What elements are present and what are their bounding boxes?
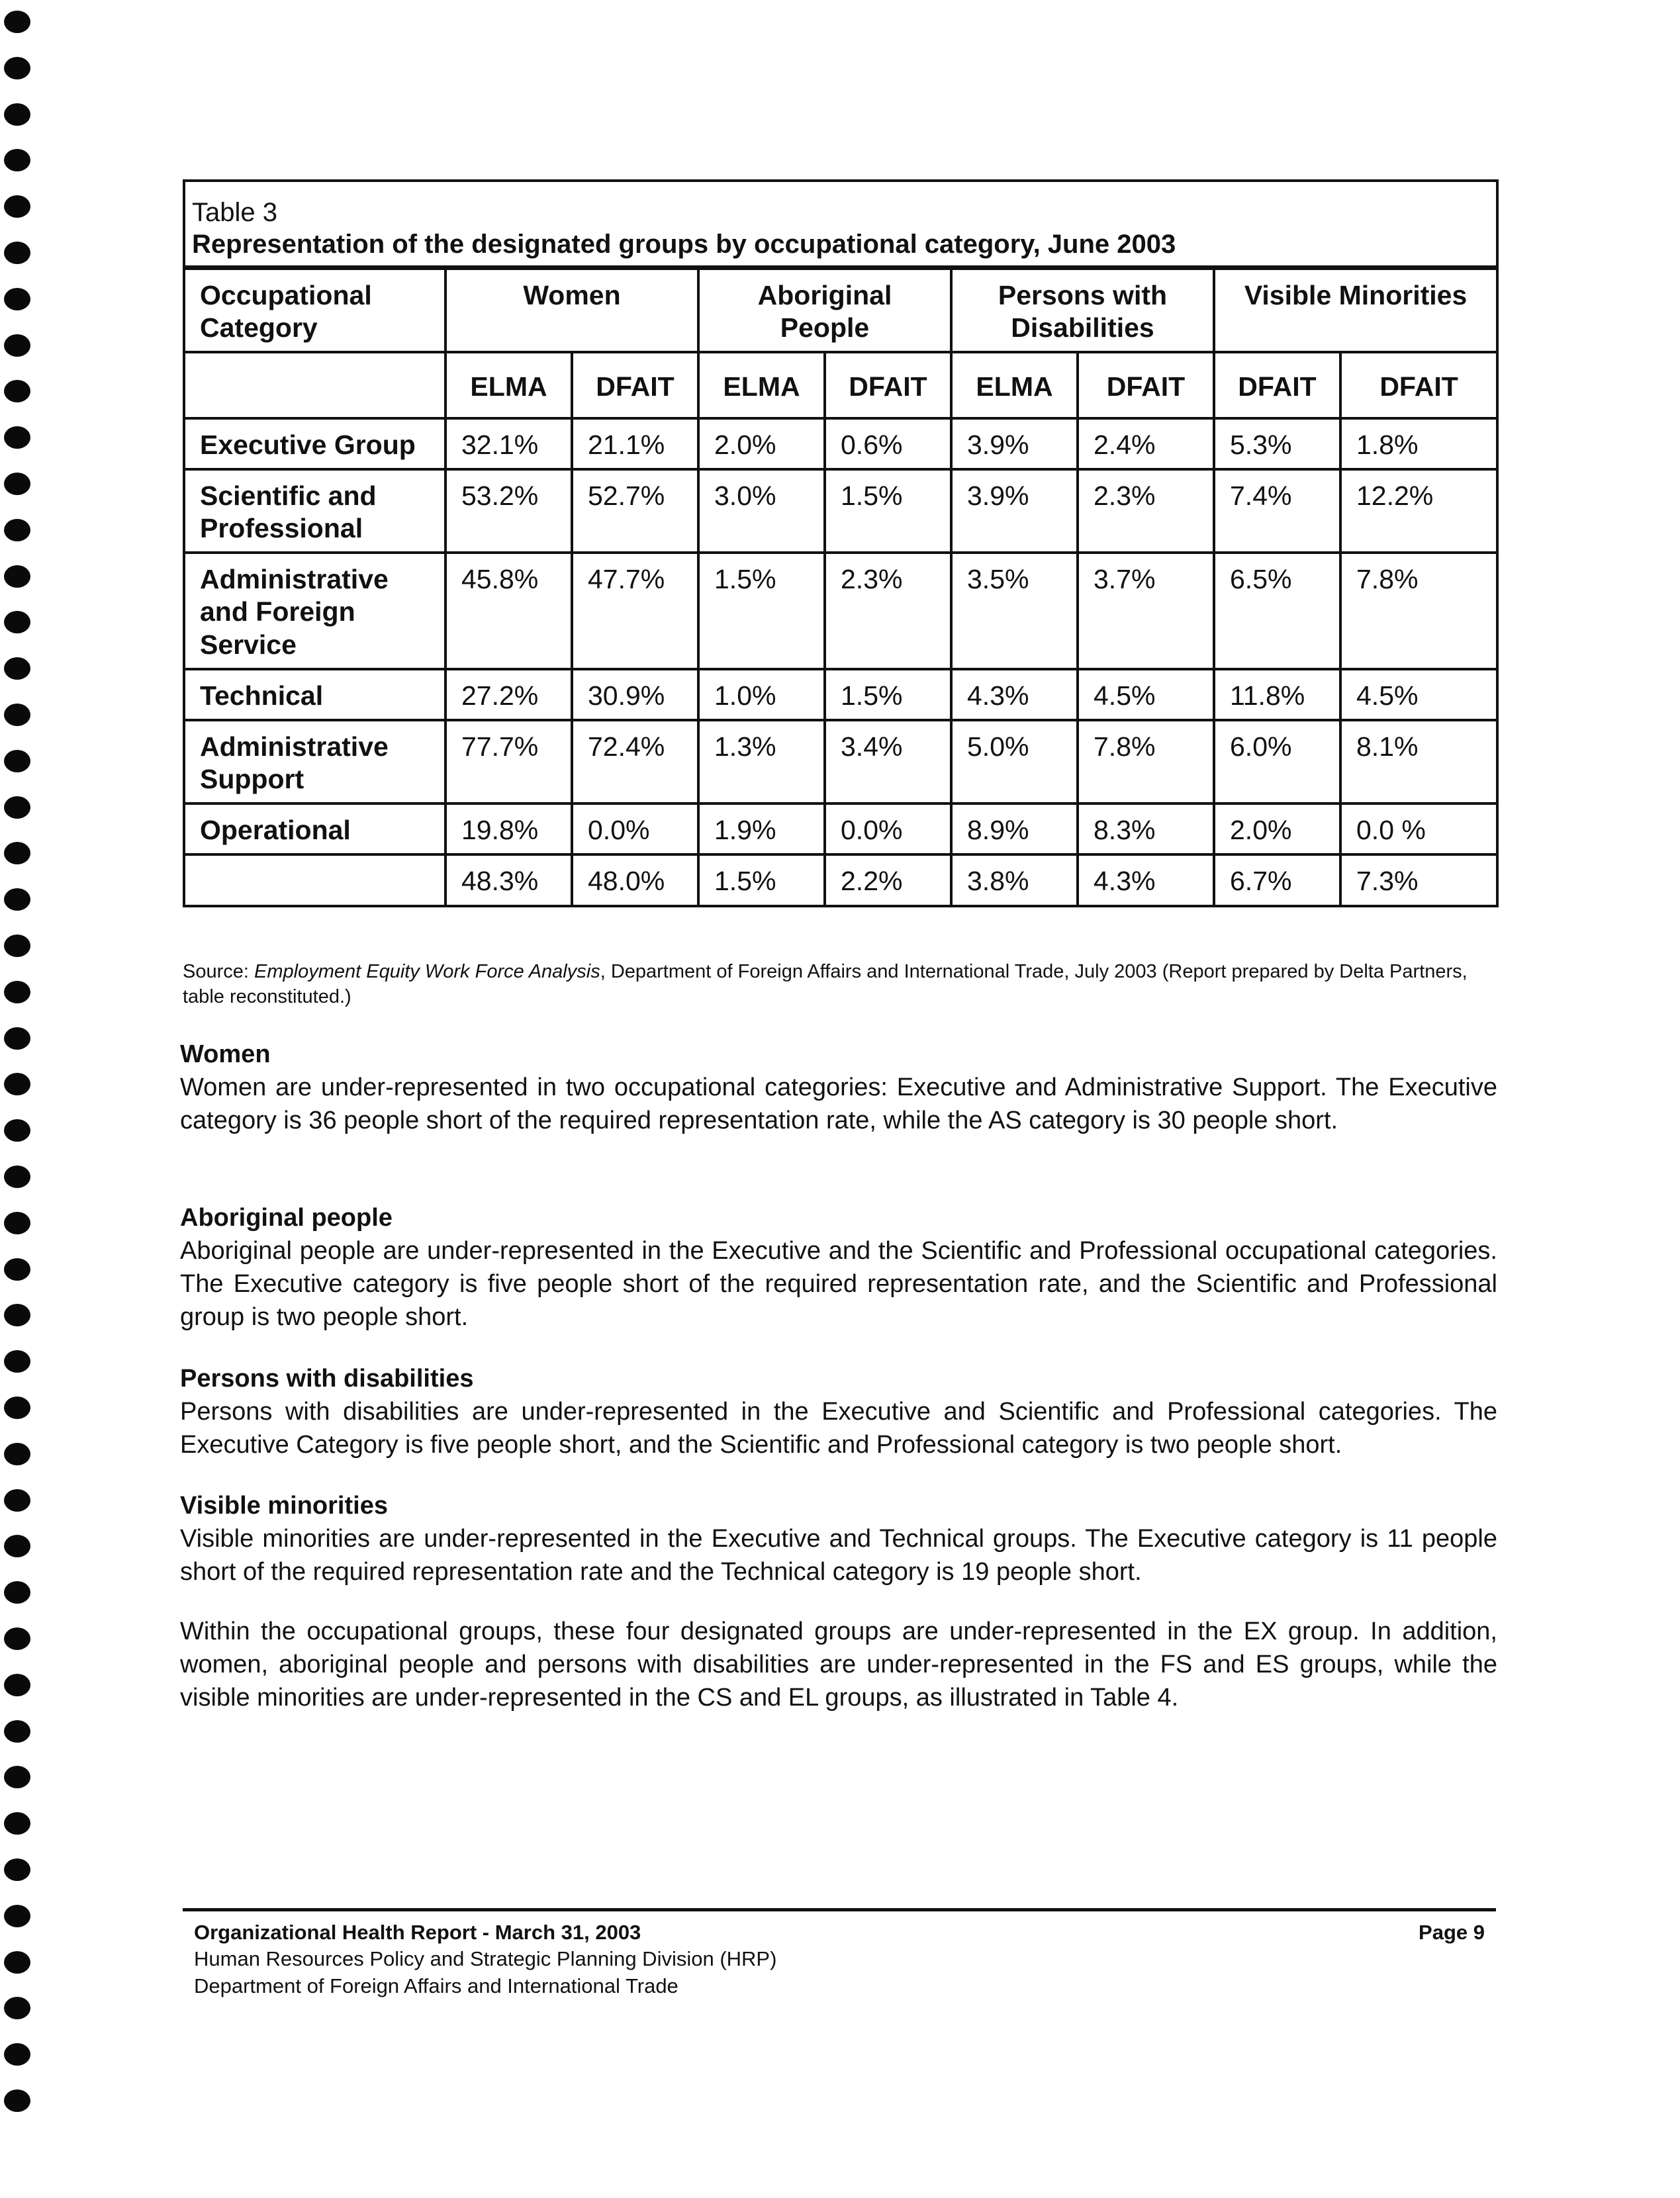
value-cell: 3.4% [825,720,951,803]
group-header-minorities: Visible Minorities [1214,268,1497,353]
women-text: Women are under-represented in two occupational categories: Executive and Administrative Support. The Executive category is 36 people short of the required representation rate, while the AS category is 30 people short. [180,1074,1497,1135]
binder-hole [4,103,30,126]
table-row [184,803,1497,854]
value-cell: 1.9% [698,803,825,854]
subheader-blank [184,352,445,418]
value-cell: 6.0% [1214,720,1340,803]
value-cell: 4.3% [1078,854,1214,905]
value-cell: 1.3% [698,720,825,803]
value-cell: 7.3% [1340,854,1497,905]
binder-hole [4,1674,30,1696]
binder-hole [4,1073,30,1095]
value-cell: 7.8% [1078,720,1214,803]
category-cell: Operational [184,803,445,854]
section-minorities [180,1489,1497,1588]
value-cell: 1.5% [698,854,825,905]
binder-hole [4,657,30,680]
binder-hole [4,565,30,588]
binder-hole [4,195,30,218]
value-cell: 3.0% [698,469,825,553]
binder-hole [4,1858,30,1881]
binder-hole [4,1443,30,1465]
footer-division: Human Resources Policy and Strategic Planning Division (HRP) [194,1947,777,1971]
binder-hole [4,519,30,541]
value-cell: 3.8% [951,854,1078,905]
binder-hole [4,1489,30,1512]
binder-holes [0,0,40,2198]
value-cell: 3.9% [951,469,1078,553]
table-row [184,669,1497,720]
disabilities-heading: Persons with disabilities [180,1365,474,1393]
binder-hole [4,1766,30,1788]
value-cell: 8.1% [1340,720,1497,803]
value-cell: 2.2% [825,854,951,905]
value-cell: 52.7% [572,469,698,553]
subheader-cell: DFAIT [1340,352,1497,418]
binder-hole [4,1581,30,1604]
binder-hole [4,1027,30,1050]
value-cell: 2.3% [1078,469,1214,553]
category-cell: Technical [184,669,445,720]
category-cell: Administrative Support [184,720,445,803]
disabilities-text: Persons with disabilities are under-represented in the Executive and Scientific and Professional categories. The Executive Category is five people short, and the Scientific and Professional category is two people short. [180,1398,1497,1459]
subheader-cell: DFAIT [1214,352,1340,418]
binder-hole [4,288,30,310]
section-summary [180,1615,1497,1714]
binder-hole [4,473,30,495]
women-heading: Women [180,1040,271,1068]
binder-hole [4,1812,30,1835]
value-cell: 72.4% [572,720,698,803]
subheader-cell: ELMA [951,352,1078,418]
binder-hole [4,1997,30,2019]
value-cell: 32.1% [445,418,572,469]
value-cell: 2.4% [1078,418,1214,469]
value-cell: 0.0 % [1340,803,1497,854]
binder-hole [4,1258,30,1281]
binder-hole [4,1212,30,1234]
value-cell: 0.0% [572,803,698,854]
value-cell: 0.0% [825,803,951,854]
footer-rule [183,1908,1496,1911]
binder-hole [4,1951,30,1974]
binder-hole [4,611,30,633]
binder-hole [4,11,30,33]
value-cell: 8.3% [1078,803,1214,854]
binder-hole [4,1350,30,1373]
value-cell: 27.2% [445,669,572,720]
source-prefix: Source: [183,961,254,982]
binder-hole [4,149,30,171]
value-cell: 3.9% [951,418,1078,469]
value-cell: 1.5% [825,669,951,720]
source-work: Employment Equity Work Force Analysis [254,961,600,982]
category-header: Occupational Category [184,268,445,353]
binder-hole [4,1304,30,1326]
subheader-cell: DFAIT [825,352,951,418]
section-women [180,1038,1497,1137]
minorities-heading: Visible minorities [180,1492,388,1520]
section-aboriginal [180,1201,1497,1334]
footer-report: Organizational Health Report - March 31, 2003 [194,1921,641,1944]
category-cell: Scientific and Professional [184,469,445,553]
binder-hole [4,981,30,1003]
value-cell: 5.0% [951,720,1078,803]
value-cell: 19.8% [445,803,572,854]
value-cell: 1.8% [1340,418,1497,469]
value-cell: 4.5% [1078,669,1214,720]
value-cell: 2.3% [825,553,951,669]
value-cell: 3.5% [951,553,1078,669]
value-cell: 6.7% [1214,854,1340,905]
subheader-cell: ELMA [445,352,572,418]
value-cell: 12.2% [1340,469,1497,553]
value-cell: 3.7% [1078,553,1214,669]
group-header-disabilities: Persons with Disabilities [951,268,1214,353]
table-title: Representation of the designated groups by occupational category, June 2003 [192,230,1176,259]
value-cell: 8.9% [951,803,1078,854]
binder-hole [4,935,30,957]
value-cell: 7.8% [1340,553,1497,669]
aboriginal-text: Aboriginal people are under-represented in the Executive and the Scientific and Professional occupational categories. The Executive category is five people short of the required representation rate, and the Scientific and Professional group is two people short. [180,1237,1497,1332]
table-3 [183,179,1496,907]
value-cell: 48.3% [445,854,572,905]
value-cell: 2.0% [1214,803,1340,854]
category-cell: Administrative and Foreign Service [184,553,445,669]
table-label: Table 3 [192,198,277,227]
binder-hole [4,1535,30,1557]
table-row [184,553,1497,669]
table-row [184,854,1497,905]
binder-hole [4,796,30,819]
table-row [184,720,1497,803]
value-cell: 7.4% [1214,469,1340,553]
value-cell: 47.7% [572,553,698,669]
subheader-cell: DFAIT [572,352,698,418]
value-cell: 4.5% [1340,669,1497,720]
value-cell: 4.3% [951,669,1078,720]
representation-table [183,179,1499,907]
binder-hole [4,2043,30,2066]
binder-hole [4,888,30,911]
binder-hole [4,334,30,357]
value-cell: 48.0% [572,854,698,905]
subheader-row [184,352,1497,418]
value-cell: 5.3% [1214,418,1340,469]
table-row [184,469,1497,553]
page-number: Page 9 [1419,1921,1485,1944]
binder-hole [4,2089,30,2112]
group-header-row [184,268,1497,353]
category-cell [184,854,445,905]
binder-hole [4,1397,30,1419]
binder-hole [4,1720,30,1743]
value-cell: 21.1% [572,418,698,469]
binder-hole [4,1905,30,1927]
binder-hole [4,57,30,79]
minorities-text: Visible minorities are under-represented in the Executive and Technical groups. The Executive category is 11 people short of the required representation rate and the Technical category is 19 people short. [180,1525,1497,1586]
binder-hole [4,242,30,264]
value-cell: 1.0% [698,669,825,720]
value-cell: 11.8% [1214,669,1340,720]
binder-hole [4,380,30,402]
table-caption [184,181,1497,268]
value-cell: 53.2% [445,469,572,553]
binder-hole [4,426,30,449]
binder-hole [4,1166,30,1188]
value-cell: 45.8% [445,553,572,669]
subheader-cell: ELMA [698,352,825,418]
section-disabilities [180,1362,1497,1461]
binder-hole [4,750,30,772]
footer-department: Department of Foreign Affairs and International Trade [194,1974,678,1997]
category-cell: Executive Group [184,418,445,469]
value-cell: 0.6% [825,418,951,469]
summary-text: Within the occupational groups, these four designated groups are under-represented in the EX group. In addition, women, aboriginal people and persons with disabilities are under-represented in the FS and ES groups, while the visible minorities are under-represented in the CS and EL groups, as illustrated in Table 4. [180,1618,1497,1712]
table-body [184,418,1497,906]
binder-hole [4,1627,30,1650]
group-header-women: Women [445,268,698,353]
value-cell: 6.5% [1214,553,1340,669]
value-cell: 1.5% [698,553,825,669]
value-cell: 2.0% [698,418,825,469]
page-footer [194,1919,1485,1999]
source-rest: , Department of Foreign Affairs and International Trade, July 2003 (Report prepared by Delta Partners, table reconstituted.) [183,961,1468,1007]
binder-hole [4,1119,30,1142]
subheader-cell: DFAIT [1078,352,1214,418]
value-cell: 77.7% [445,720,572,803]
value-cell: 1.5% [825,469,951,553]
table-source [183,960,1496,1009]
table-row [184,418,1497,469]
aboriginal-heading: Aboriginal people [180,1204,393,1232]
binder-hole [4,704,30,726]
value-cell: 30.9% [572,669,698,720]
binder-hole [4,842,30,864]
group-header-aboriginal: Aboriginal People [698,268,951,353]
